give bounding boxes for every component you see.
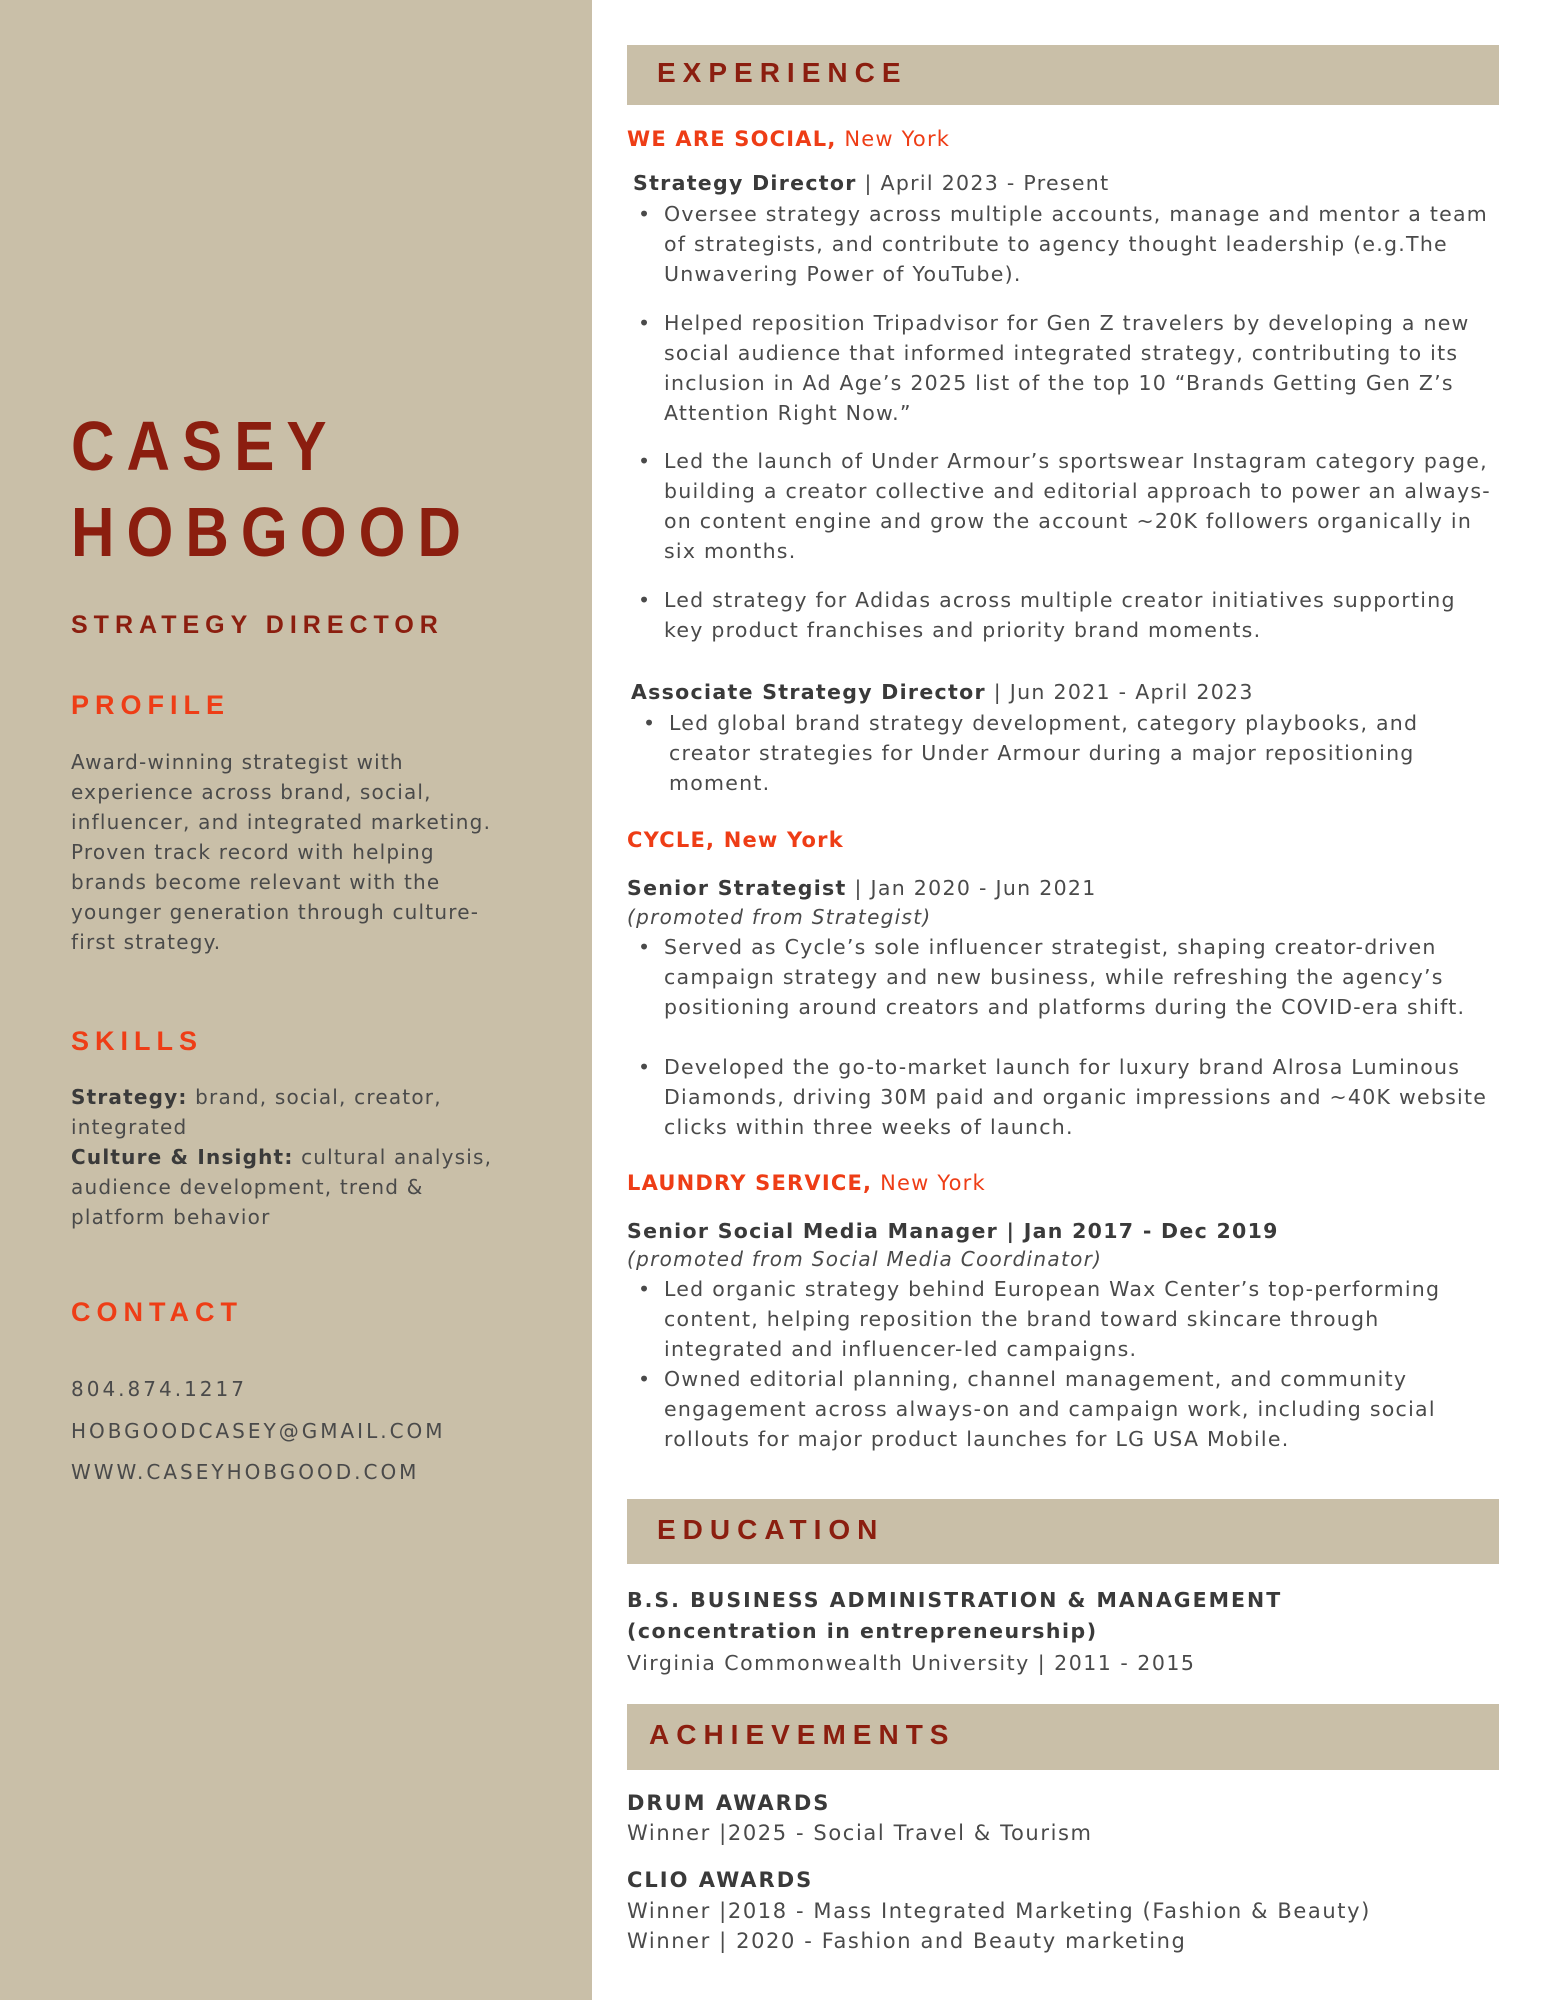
job-title-line <box>633 171 1109 195</box>
experience-banner <box>627 45 1499 105</box>
contact-website[interactable]: WWW.CASEYHOBGOOD.COM <box>71 1460 420 1484</box>
employer-name: LAUNDRY SERVICE, <box>627 1171 873 1195</box>
award-line: Winner |2018 - Mass Integrated Marketing (Fashion & Beauty) <box>627 1899 1371 1923</box>
profile-text: Award-winning strategist with experience across brand, social, influencer, and integrated marketing. Proven track record with helping brands become relevant with the younger generation through culture-first strategy. <box>71 750 492 954</box>
experience-bullet: • Helped reposition Tripadvisor for Gen Z travelers by developing a new social audience that informed integrated strategy, contributing to its inclusion in Ad Age’s 2025 list of the top 10 “Brands Getting Gen Z’s Attention Right Now.” <box>664 308 1504 428</box>
candidate-name <box>71 403 473 575</box>
skill-label: Strategy: <box>71 1085 188 1109</box>
skill-text: cultural analysis, audience development, trend & platform behavior <box>71 1145 493 1229</box>
education-school: Virginia Commonwealth University | 2011 - 2015 <box>627 1651 1196 1675</box>
experience-bullet: • Owned editorial planning, channel management, and community engagement across always-on and campaign work, including social rollouts for major product launches for LG USA Mobile. <box>664 1364 1504 1454</box>
skill-label: Culture & Insight: <box>71 1145 294 1169</box>
employer-we-are-social <box>627 127 950 151</box>
experience-bullet: • Led organic strategy behind European Wax Center’s top-performing content, helping reposition the brand toward skincare through integrated and influencer-led campaigns. <box>664 1274 1504 1364</box>
achievements-banner <box>627 1704 1499 1770</box>
employer-laundry-service <box>627 1171 986 1195</box>
first-name: CASEY <box>71 407 339 485</box>
contact-phone[interactable]: 804.874.1217 <box>71 1377 247 1401</box>
education-concentration: (concentration in entrepreneurship) <box>627 1619 1098 1643</box>
candidate-role: STRATEGY DIRECTOR <box>71 611 444 639</box>
education-banner <box>627 1499 1499 1564</box>
employer-name: WE ARE SOCIAL, <box>627 127 837 151</box>
award-line: Winner |2025 - Social Travel & Tourism <box>627 1821 1093 1845</box>
job-title-line <box>631 680 1254 704</box>
employer-location: New York <box>872 1171 986 1195</box>
education-degree: B.S. BUSINESS ADMINISTRATION & MANAGEMENT <box>627 1588 1283 1612</box>
skill-text: brand, social, creator, integrated <box>71 1085 442 1139</box>
experience-bullet: • Led the launch of Under Armour’s sportswear Instagram category page, building a creator collective and editorial approach to power an always-on content engine and grow the account ~20K followers organically in six months. <box>664 446 1504 566</box>
skills-list <box>71 1082 511 1232</box>
experience-bullet: • Led strategy for Adidas across multiple creator initiatives supporting key product franchises and priority brand moments. <box>664 585 1464 645</box>
experience-bullet: • Led global brand strategy development, category playbooks, and creator strategies for Under Armour during a major repositioning moment. <box>669 708 1499 798</box>
award-name: DRUM AWARDS <box>627 1791 831 1815</box>
job-title: Associate Strategy Director <box>631 680 986 704</box>
contact-email[interactable]: HOBGOODCASEY@GMAIL.COM <box>71 1419 446 1443</box>
profile-heading: PROFILE <box>71 690 231 720</box>
experience-bullet: • Oversee strategy across multiple accounts, manage and mentor a team of strategists, and contribute to agency thought leadership (e.g.The Unwavering Power of YouTube). <box>664 199 1504 289</box>
experience-heading: EXPERIENCE <box>657 57 908 88</box>
job-dates: | Jun 2021 - April 2023 <box>985 680 1254 704</box>
award-line: Winner | 2020 - Fashion and Beauty marketing <box>627 1929 1187 1953</box>
experience-bullet: • Served as Cycle’s sole influencer strategist, shaping creator-driven campaign strategy and new business, while refreshing the agency’s positioning around creators and platforms during the COVID-era shift. <box>664 932 1504 1022</box>
skill-item <box>71 1142 511 1232</box>
employer-name: CYCLE, New York <box>627 828 844 852</box>
last-name: HOBGOOD <box>71 493 474 571</box>
job-dates: | Jan 2020 - Jun 2021 <box>846 876 1097 900</box>
job-title: Strategy Director <box>633 171 857 195</box>
education-heading: EDUCATION <box>657 1514 885 1545</box>
job-title-line <box>627 1219 1279 1243</box>
experience-bullet: • Developed the go-to-market launch for luxury brand Alrosa Luminous Diamonds, driving 30M paid and organic impressions and ~40K website clicks within three weeks of launch. <box>664 1052 1504 1142</box>
contact-heading: CONTACT <box>71 1297 243 1327</box>
employer-cycle <box>627 828 844 852</box>
job-title-line <box>627 876 1097 900</box>
promotion-note: (promoted from Strategist) <box>627 905 932 929</box>
skills-heading: SKILLS <box>71 1026 204 1056</box>
job-title: Senior Strategist <box>627 876 847 900</box>
award-name: CLIO AWARDS <box>627 1868 814 1892</box>
sidebar <box>0 0 592 2000</box>
promotion-note: (promoted from Social Media Coordinator) <box>627 1247 1103 1271</box>
achievements-heading: ACHIEVEMENTS <box>649 1719 956 1750</box>
job-dates: | April 2023 - Present <box>856 171 1110 195</box>
skill-item <box>71 1082 511 1142</box>
job-title: Senior Social Media Manager | Jan 2017 - Dec 2019 <box>627 1219 1279 1243</box>
employer-location: New York <box>836 127 951 151</box>
